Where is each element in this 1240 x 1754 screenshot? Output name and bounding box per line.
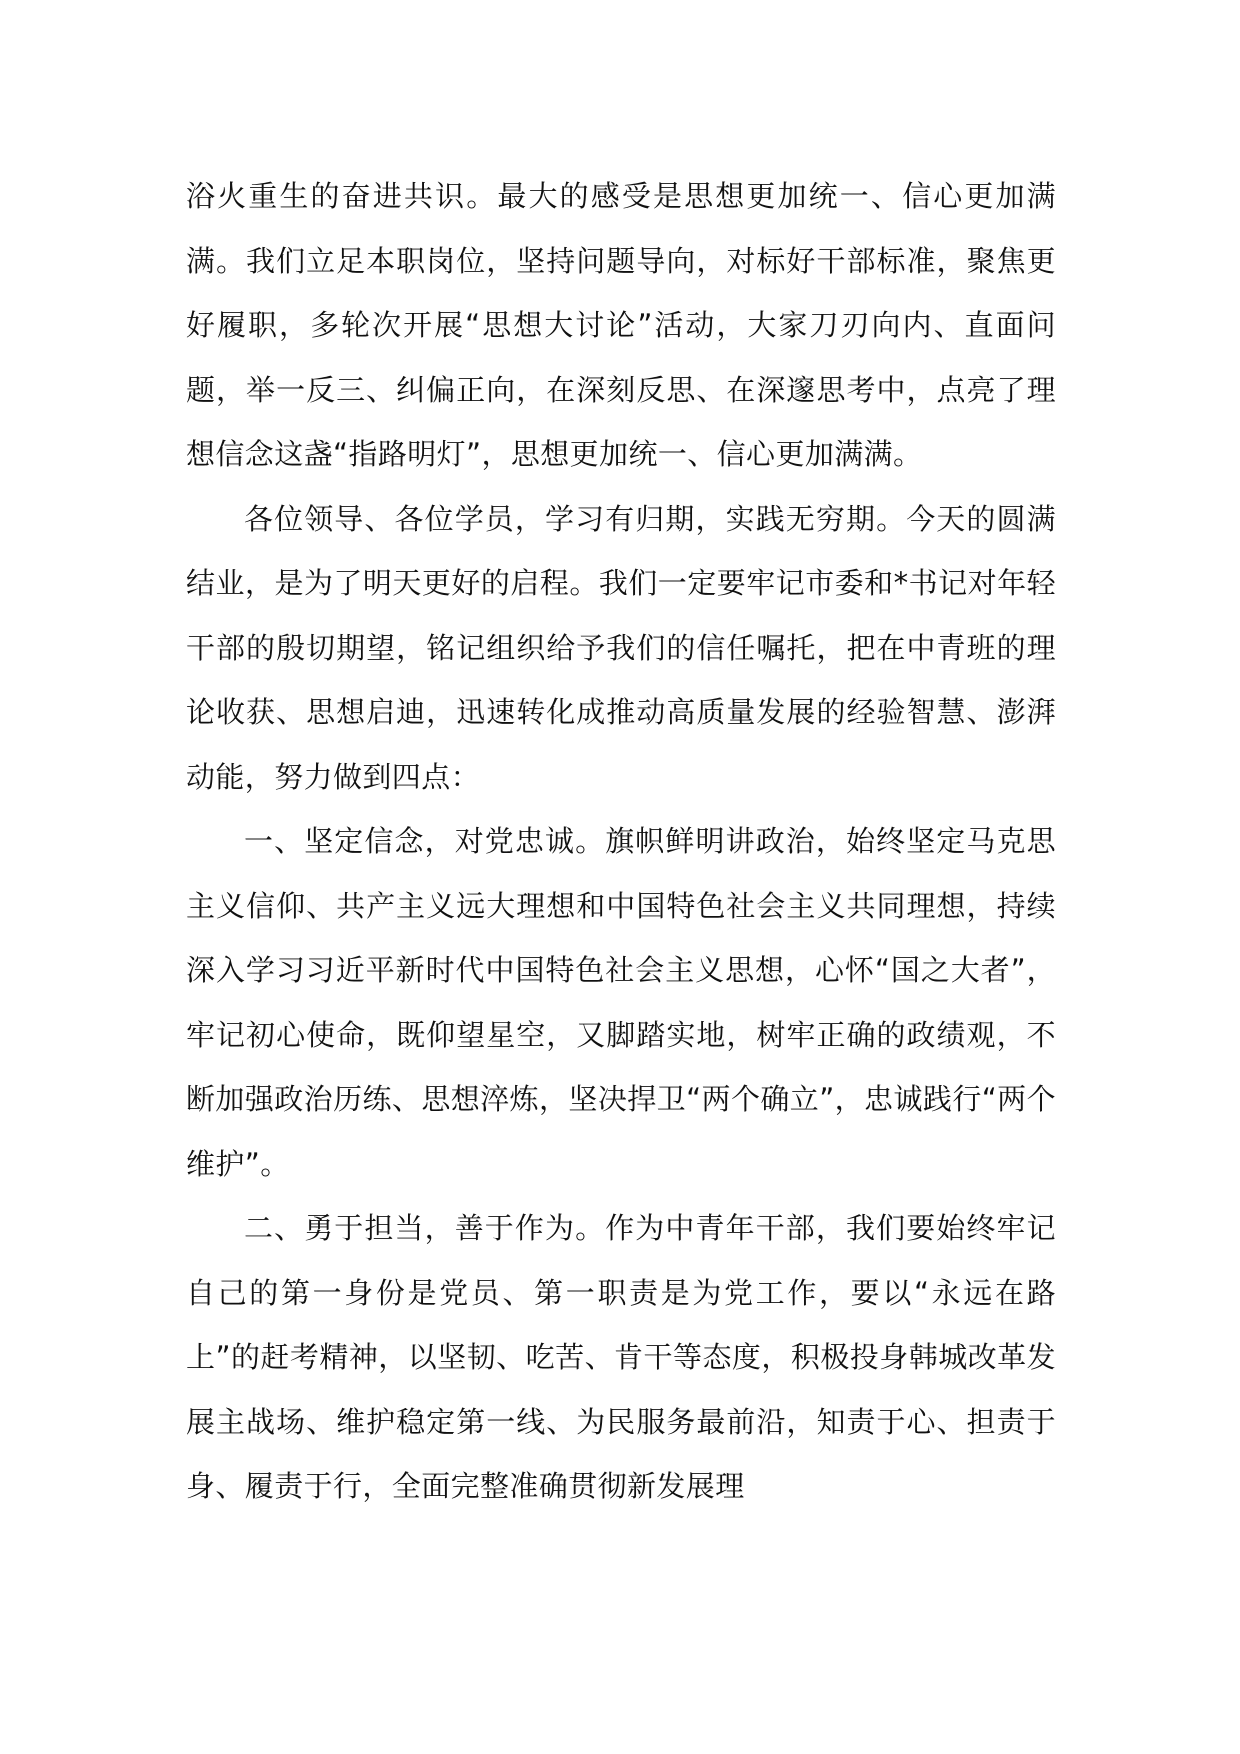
document-body [186, 164, 1056, 1519]
paragraph-1: 浴火重生的奋进共识。最大的感受是思想更加统一、信心更加满满。我们立足本职岗位，坚持问题导向，对标好干部标准，聚焦更好履职，多轮次开展“思想大讨论”活动，大家刀刃向内、直面问题，举一反三、纠偏正向，在深刻反思、在深邃思考中，点亮了理想信念这盏“指路明灯”，思想更加统一、信心更加满满。 [186, 179, 1056, 471]
paragraph-4: 二、勇于担当，善于作为。作为中青年干部，我们要始终牢记自己的第一身份是党员、第一职责是为党工作，要以“永远在路上”的赶考精神，以坚韧、吃苦、肯干等态度，积极投身韩城改革发展主战场、维护稳定第一线、为民服务最前沿，知责于心、担责于身、履责于行，全面完整准确贯彻新发展理 [186, 1211, 1056, 1503]
paragraph-2: 各位领导、各位学员，学习有归期，实践无穷期。今天的圆满结业，是为了明天更好的启程。我们一定要牢记市委和*书记对年轻干部的殷切期望，铭记组织给予我们的信任嘱托，把在中青班的理论收获、思想启迪，迅速转化成推动高质量发展的经验智慧、澎湃动能，努力做到四点： [186, 501, 1056, 794]
paragraph-3: 一、坚定信念，对党忠诚。旗帜鲜明讲政治，始终坚定马克思主义信仰、共产主义远大理想和中国特色社会主义共同理想，持续深入学习习近平新时代中国特色社会主义思想，心怀“国之大者”，牢记初心使命，既仰望星空，又脚踏实地，树牢正确的政绩观，不断加强政治历练、思想淬炼，坚决捍卫“两个确立”，忠诚践行“两个维护”。 [186, 824, 1056, 1181]
